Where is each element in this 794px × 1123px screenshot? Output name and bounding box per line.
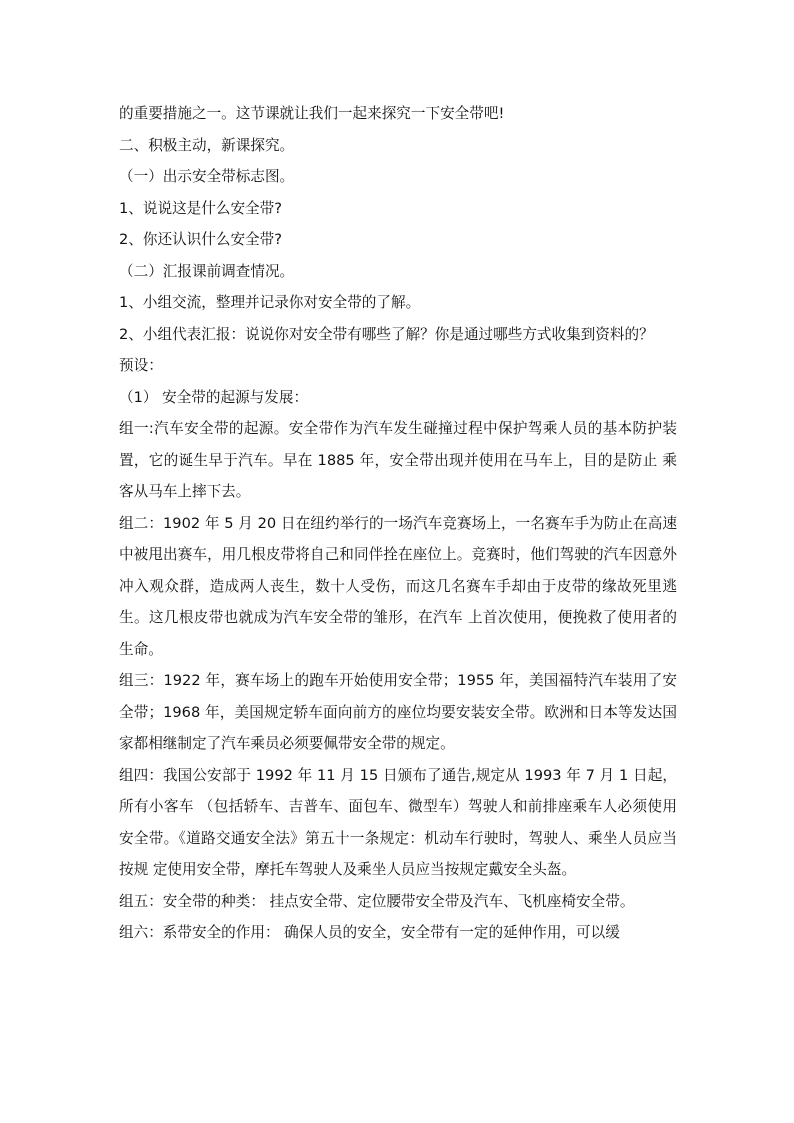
group-six-text: 组六：系带安全的作用： 确保人员的安全，安全带有一定的延伸作用，可以缓 [119, 924, 620, 941]
group-five-text: 组五：安全带的种类： 挂点安全带、定位腰带安全带及汽车、飞机座椅安全带。 [119, 892, 635, 910]
step-group-report: 2、小组代表汇报：说说你对安全带有哪些了解？你是通过哪些方式收集到资料的？ [119, 325, 654, 343]
document-body [119, 98, 677, 949]
preset-label: 预设： [119, 357, 163, 374]
origin-heading: （1） 安全带的起源与发展： [119, 388, 309, 406]
group-four-text: 组四：我国公安部于 1992 年 11 月 15 日颁布了通告,规定从 1993 年 7 月 1 日起，所有小客车 （包括轿车、吉普车、面包车、微型车）驾驶人和前排座乘车人必须使用安全带。《道路交通安全法》第五十一条规定：机动车行驶时，驾驶人、乘坐人员应当按规 定使用安全带，摩托车驾驶人及乘坐人员应当按规定戴安全头盔。 [119, 766, 677, 878]
group-three-text: 组三：1922 年，赛车场上的跑车开始使用安全带；1955 年，美国福特汽车装用了安全带；1968 年，美国规定轿车面向前方的座位均要安装安全带。欧洲和日本等发达国家都相继制定了汽车乘员必须要佩带安全带的规定。 [119, 672, 677, 752]
group-one-text: 组一:汽车安全带的起源。安全带作为汽车发生碰撞过程中保护驾乘人员的基本防护装置，它的诞生早于汽车。早在 1885 年，安全带出现并使用在马车上，目的是防止 乘客从马车上摔下去。 [119, 420, 677, 500]
question-what-belt: 1、说说这是什么安全带? [119, 199, 282, 217]
subsection-report-survey: （二）汇报课前调查情况。 [119, 262, 295, 280]
step-group-discussion: 1、小组交流，整理并记录你对安全带的了解。 [119, 294, 421, 311]
question-know-belts: 2、你还认识什么安全带? [119, 231, 282, 248]
subsection-show-sign: （一）出示安全带标志图。 [119, 168, 295, 185]
paragraph-intro-end: 的重要措施之一。这节课就让我们一起来探究一下安全带吧! [119, 105, 505, 122]
group-two-text: 组二：1902 年 5 月 20 日在纽约举行的一场汽车竞赛场上，一名赛车手为防止在高速中被甩出赛车，用几根皮带将自己和同伴拴在座位上。竞赛时，他们驾驶的汽车因意外冲入观众群，造成两人丧生，数十人受伤，而这几名赛车手却由于皮带的缘故死里逃生。这几根皮带也就成为汽车安全带的雏形，在汽车 上首次使用，便挽救了使用者的生命。 [119, 514, 677, 658]
section-heading-explore: 二、积极主动，新课探究。 [119, 136, 295, 154]
